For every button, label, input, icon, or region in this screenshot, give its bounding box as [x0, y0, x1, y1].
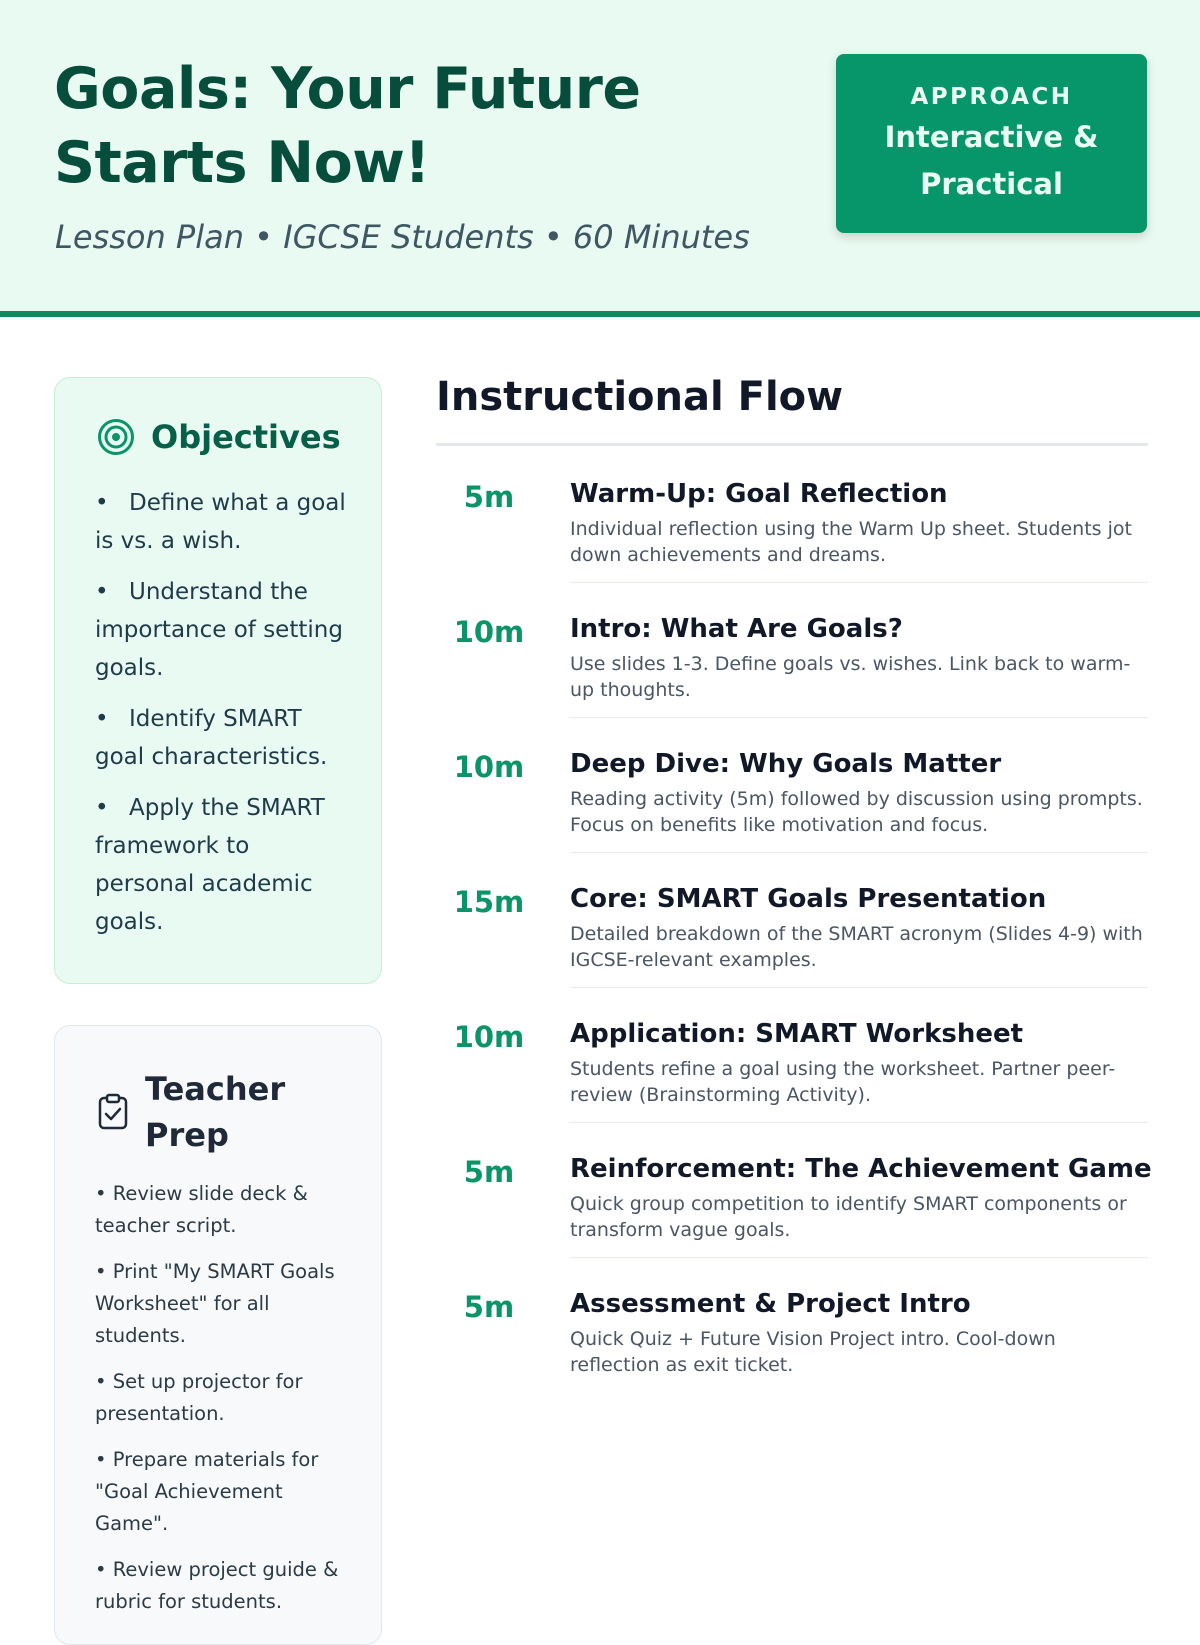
step-description: Individual reflection using the Warm Up sheet. Students jot down achievements and dreams. — [570, 518, 1132, 566]
objective-item: • Identify SMART goal characteristics. — [95, 706, 328, 770]
step-body — [570, 1286, 1148, 1392]
step-title: Warm-Up: Goal Reflection — [570, 479, 948, 509]
approach-badge — [836, 54, 1147, 233]
step-title: Reinforcement: The Achievement Game — [570, 1154, 1152, 1184]
step-body — [570, 1151, 1152, 1258]
flow-step — [436, 875, 1148, 1010]
step-description: Quick Quiz + Future Vision Project intro. Cool-down reflection as exit ticket. — [570, 1328, 1056, 1376]
objectives-list — [95, 484, 355, 954]
flow-step — [436, 1010, 1148, 1145]
flow-step — [436, 740, 1148, 875]
step-title: Intro: What Are Goals? — [570, 614, 903, 644]
step-description: Reading activity (5m) followed by discussion using prompts. Focus on benefits like motivation and focus. — [570, 788, 1143, 836]
step-description: Use slides 1-3. Define goals vs. wishes. Link back to warm-up thoughts. — [570, 653, 1131, 701]
step-description: Students refine a goal using the worksheet. Partner peer-review (Brainstorming Activity). — [570, 1058, 1116, 1106]
step-title: Deep Dive: Why Goals Matter — [570, 749, 1002, 779]
step-body — [570, 1016, 1148, 1123]
prep-item: • Print "My SMART Goals Worksheet" for all students. — [95, 1260, 335, 1347]
teacher-prep-title: Teacher Prep — [145, 1070, 286, 1154]
step-duration: 10m — [453, 615, 525, 649]
step-title: Core: SMART Goals Presentation — [570, 884, 1047, 914]
objective-item: • Define what a goal is vs. a wish. — [95, 490, 346, 554]
objectives-title: Objectives — [151, 418, 341, 456]
step-body — [570, 881, 1148, 988]
step-title: Application: SMART Worksheet — [570, 1019, 1024, 1049]
flow-step — [436, 605, 1148, 740]
teacher-prep-list — [95, 1178, 357, 1632]
prep-item: • Prepare materials for "Goal Achievement Game". — [95, 1448, 319, 1535]
step-duration: 5m — [463, 1290, 515, 1324]
teacher-prep-card — [54, 1025, 382, 1645]
objective-item: • Apply the SMART framework to personal academic goals. — [95, 795, 325, 935]
page-subtitle: Lesson Plan • IGCSE Students • 60 Minutes — [55, 218, 750, 256]
flow-step — [436, 1145, 1152, 1280]
objectives-card — [54, 377, 382, 984]
flow-step — [436, 470, 1148, 605]
teacher-prep-header — [97, 1066, 295, 1158]
target-icon — [97, 418, 135, 456]
step-duration: 10m — [453, 750, 525, 784]
flow-divider — [436, 443, 1148, 446]
flow-title: Instructional Flow — [436, 374, 844, 420]
objectives-header — [97, 418, 341, 456]
prep-item: • Review project guide & rubric for students. — [95, 1558, 339, 1613]
step-duration: 10m — [453, 1020, 525, 1054]
prep-item: • Set up projector for presentation. — [95, 1370, 303, 1425]
approach-value: Interactive & Practical — [884, 120, 1099, 201]
step-body — [570, 611, 1148, 718]
step-title: Assessment & Project Intro — [570, 1289, 971, 1319]
page-title: Goals: Your Future Starts Now! — [54, 56, 641, 196]
prep-item: • Review slide deck & teacher script. — [95, 1182, 308, 1237]
approach-label: APPROACH — [910, 84, 1073, 110]
step-duration: 15m — [453, 885, 525, 919]
lesson-header — [0, 0, 1200, 317]
step-duration: 5m — [463, 1155, 515, 1189]
step-description: Detailed breakdown of the SMART acronym (Slides 4-9) with IGCSE-relevant examples. — [570, 923, 1143, 971]
flow-list — [436, 470, 1152, 1415]
objective-item: • Understand the importance of setting goals. — [95, 579, 343, 681]
step-body — [570, 476, 1148, 583]
step-description: Quick group competition to identify SMART components or transform vague goals. — [570, 1193, 1127, 1241]
step-duration: 5m — [463, 480, 515, 514]
clipboard-check-icon — [97, 1093, 129, 1131]
step-body — [570, 746, 1148, 853]
flow-step — [436, 1280, 1148, 1415]
